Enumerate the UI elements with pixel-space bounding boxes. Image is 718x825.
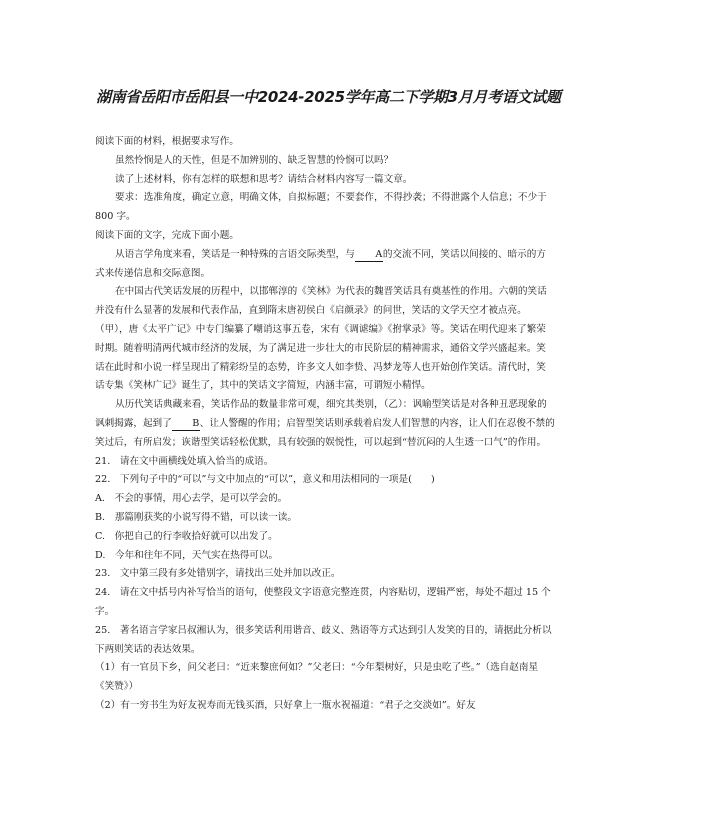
- question-22-option-c: C. 你把自己的行李收拾好就可以出发了。: [95, 530, 278, 542]
- passage-paragraph-3: [95, 396, 555, 452]
- question-22-option-b: B. 那篇刚获奖的小说写得不错，可以读一读。: [95, 511, 297, 523]
- document-body: [95, 133, 555, 716]
- document-title: 湖南省岳阳市岳阳县一中2024-2025学年高二下学期3月月考语文试题: [96, 88, 561, 106]
- question-22-option-d: D. 今年和往年不同，天气实在热得可以。: [95, 549, 279, 561]
- question-22-option-a: A. 不会的事情，用心去学，是可以学会的。: [95, 493, 288, 505]
- passage-paragraph-2: 在中国古代笑话发展的历程中，以邯郸淳的《笑林》为代表的魏晋笑话具有奠基性的作用。六朝的笑话并没有什么显著的发展和代表作品，直到隋末唐初侯白《启颜录》的问世，笑话的文学天空才被点亮。（甲），唐《太平广记》中专门编纂了嘲诮这事五卷，宋有《调谑编》《拊掌录》等。笑话在明代迎来了繁荣时期。随着明清两代城市经济的发展，为了满足进一步壮大的市民阶层的精神需求，通俗文学兴盛起来。笑话在此时和小说一样呈现出了精彩纷呈的态势，许多文人如李贽、冯梦龙等人也开始创作笑话。清代时，笑话专集《笑林广记》诞生了，其中的笑话文字简短，内涵丰富，可谓短小精悍。: [95, 286, 547, 392]
- question-23: 23. 文中第三段有多处错别字，请找出三处并加以改正。: [95, 568, 341, 580]
- reading-instruction: 阅读下面的文字，完成下面小题。: [95, 229, 239, 241]
- joke-2: （2）有一穷书生为好友祝寿而无钱买酒，只好拿上一瓶水祝福道：“君子之交淡如”。好友: [95, 699, 476, 711]
- question-24: 24. 请在文中括号内补写恰当的语句，使整段文字语意完整连贯，内容贴切，逻辑严密，每处不超过 15 个字。: [95, 587, 551, 617]
- question-21: 21. 请在文中画横线处填入恰当的成语。: [95, 455, 274, 467]
- question-22: 22. 下列句子中的“可以”与文中加点的“可以”，意义和用法相同的一项是( ): [95, 474, 435, 486]
- essay-task: 读了上述材料，你有怎样的联想和思考？请结合材料内容写一篇文章。: [115, 173, 413, 185]
- paragraph-text: 从历代笑话典藏来看，笑话作品的数量非常可观，细究其类别，（乙）：讽喻型笑话是对各种丑恶现象的讽刺揭露，起到了: [95, 399, 547, 429]
- joke-1: （1）有一官员下乡，问父老曰：“近来黎庶何如？”父老曰：“今年梨树好，只是虫吃了些。”（选自赵南星《笑赞》）: [95, 662, 539, 693]
- essay-instruction: 阅读下面的材料，根据要求写作。: [95, 136, 239, 147]
- paragraph-text: 从语言学角度来看，笑话是一种特殊的言语交际类型，与: [115, 248, 355, 260]
- essay-requirements: 要求：选准角度，确定立意，明确文体，自拟标题；不要套作，不得抄袭；不得泄露个人信息；不少于 800 字。: [95, 192, 547, 223]
- question-25: 25. 著名语言学家吕叔湘认为，很多笑话利用谐音、歧义、熟语等方式达到引人发笑的目的，请据此分析以下两则笑话的表达效果。: [95, 624, 552, 655]
- blank-a: A: [355, 249, 383, 262]
- paragraph-text: 、让人警醒的作用；启智型笑话则承载着启发人们智慧的内容，让人们在忍俊不禁的笑过后，有所启发；诙谐型笑话轻松优默，具有较强的娱悦性，可以起到“替沉闷的人生透一口气”的作用。: [95, 417, 555, 448]
- passage-paragraph-1: [95, 246, 555, 284]
- essay-material: 虽然怜悯是人的天性，但是不加辨别的、缺乏智慧的怜悯可以吗？: [115, 154, 394, 166]
- paragraph-text: 的交流不同，笑话以间接的、暗示的方式来传递信息和交际意图。: [95, 248, 546, 279]
- blank-b: B: [172, 418, 200, 431]
